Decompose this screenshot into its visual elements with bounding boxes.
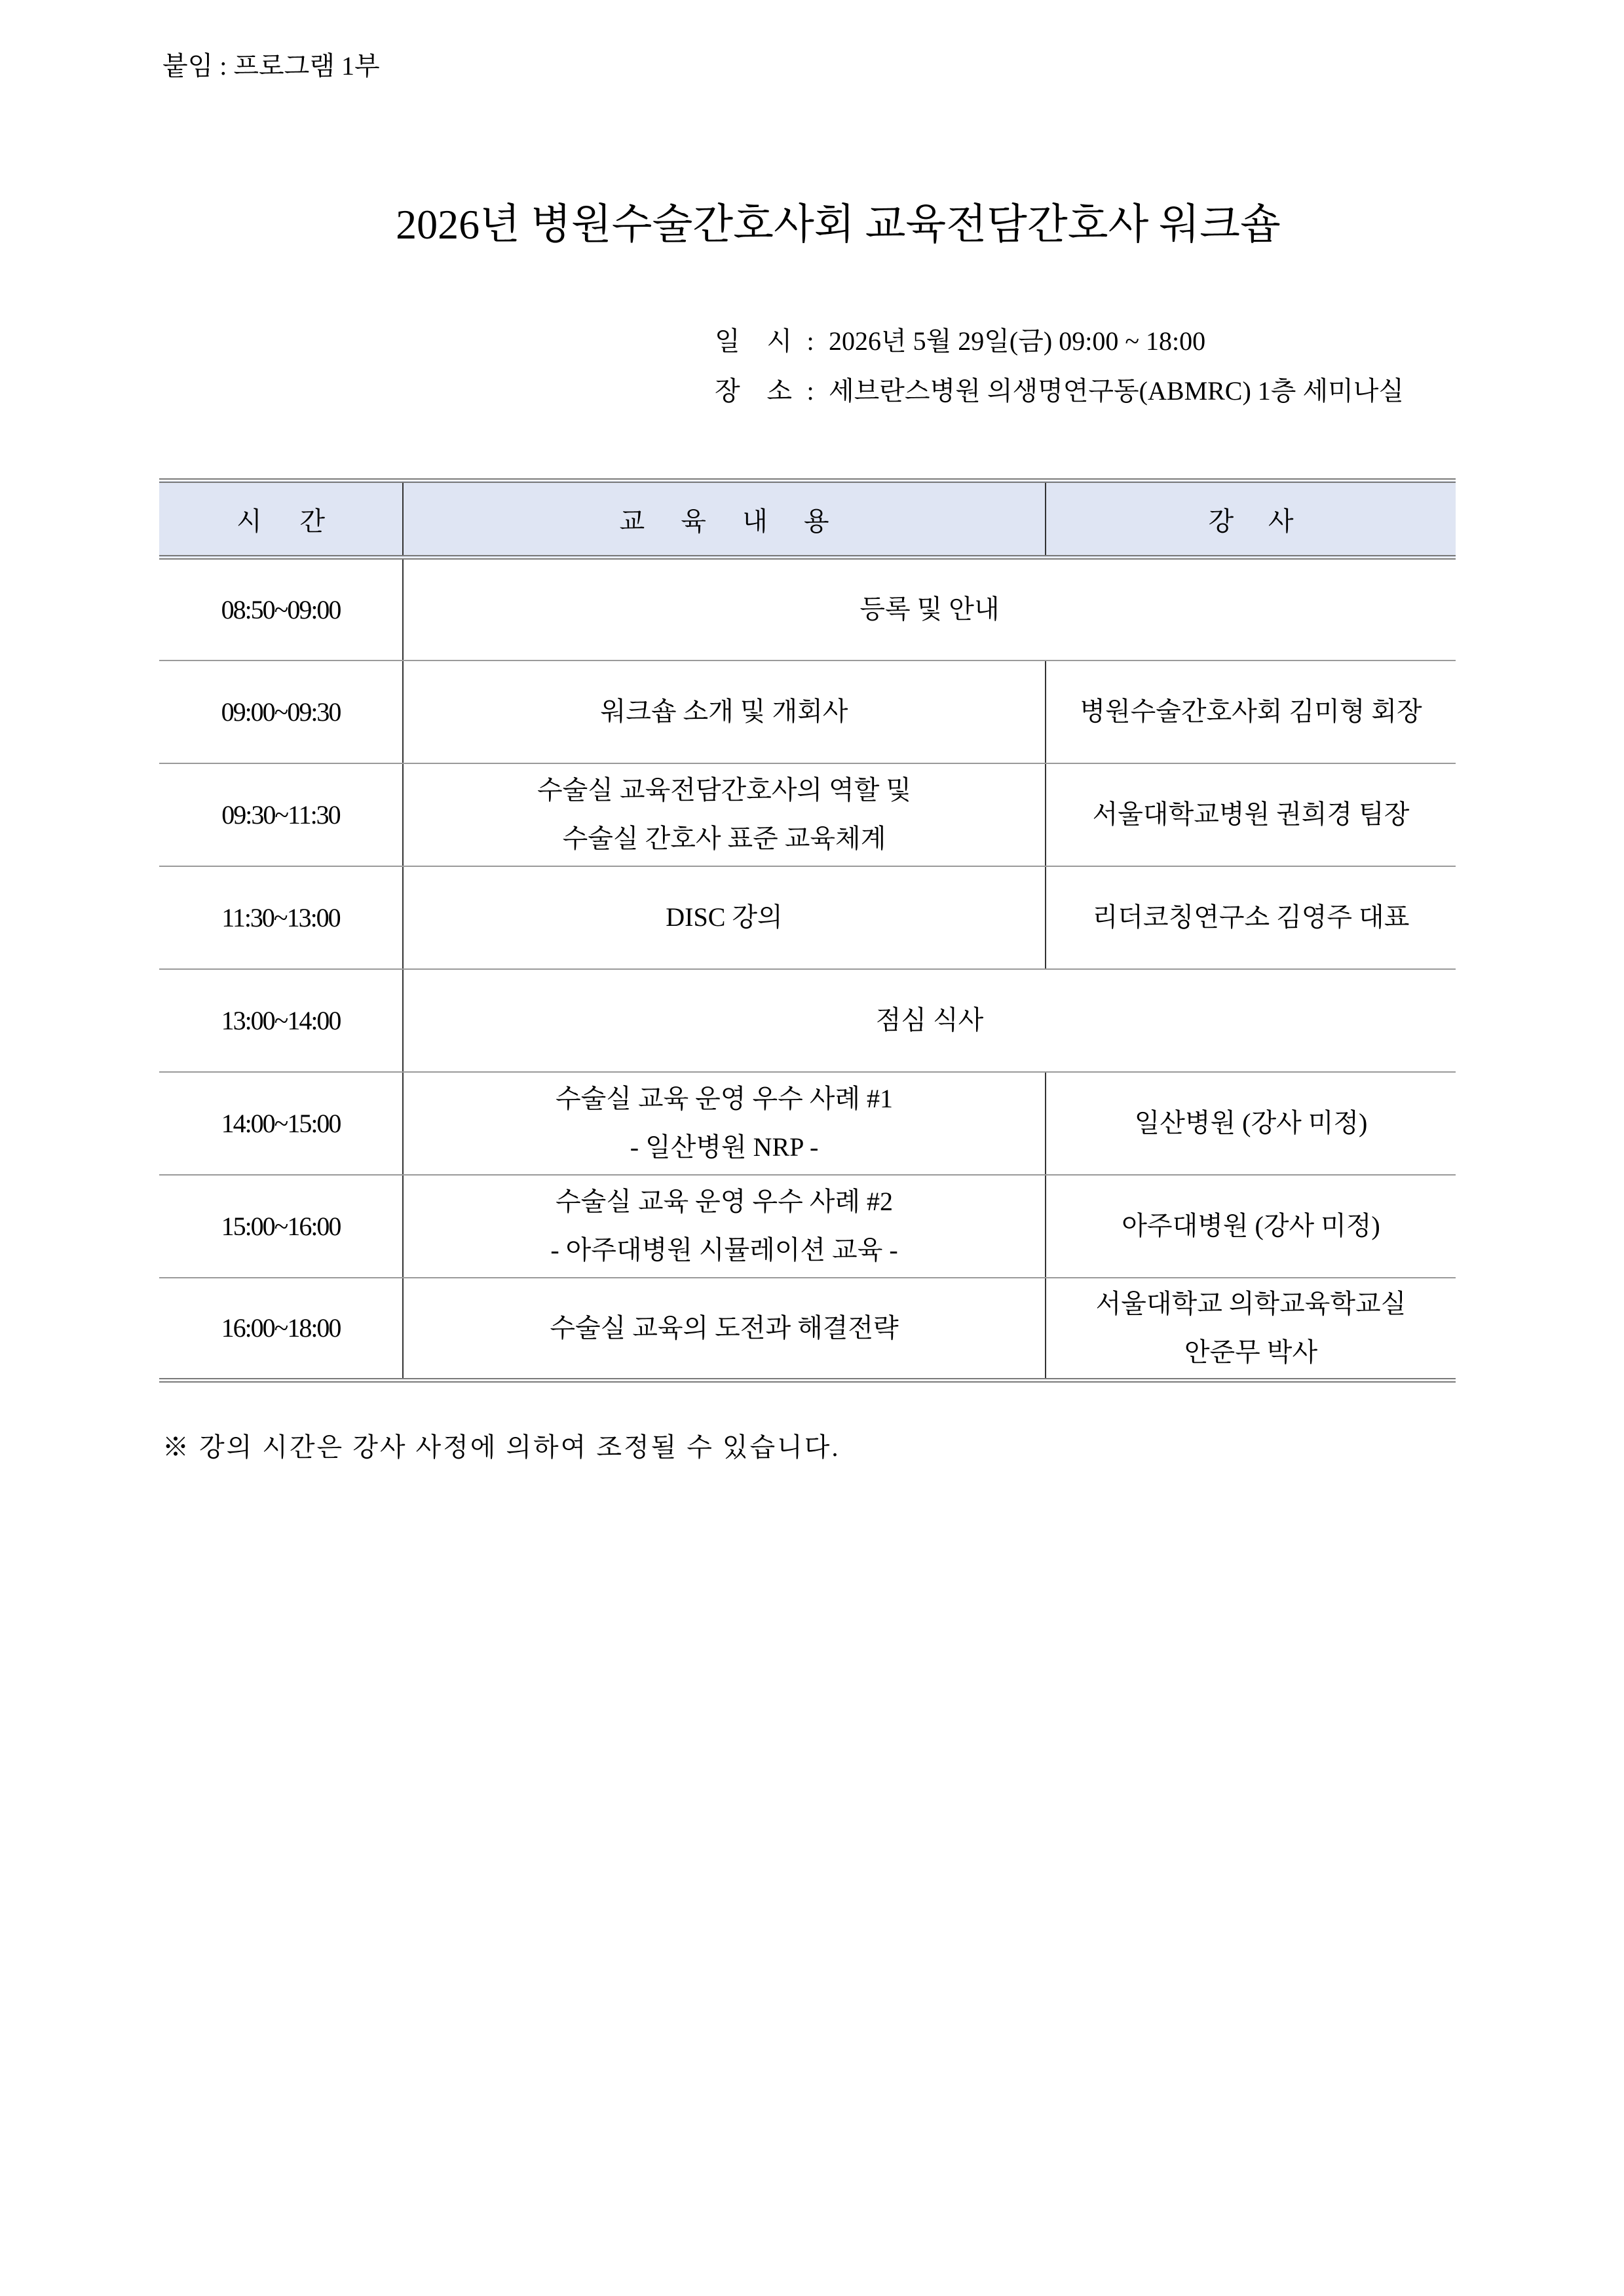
content-line: 등록 및 안내 [859, 594, 1000, 624]
schedule-note: ※ 강의 시간은 강사 사정에 의하여 조정될 수 있습니다. [162, 1432, 840, 1462]
program-schedule-table [159, 478, 1456, 1383]
header-time: 시 간 [159, 481, 403, 558]
content-line: 수술실 간호사 표준 교육체계 [562, 824, 886, 853]
row-time: 15:00~16:00 [159, 1175, 403, 1278]
lecturer-line: 서울대학교 의학교육학교실 [1095, 1288, 1407, 1318]
content-line: 수술실 교육전담간호사의 역할 및 [537, 775, 911, 805]
content-line: 수술실 교육 운영 우수 사례 #2 [555, 1187, 894, 1216]
row-time: 14:00~15:00 [159, 1072, 403, 1175]
lecturer-line: 병원수술간호사회 김미형 회장 [1080, 697, 1422, 726]
table-row [159, 969, 1456, 1072]
row-lecturer [1046, 1175, 1456, 1278]
header-lecturer: 강 사 [1046, 481, 1456, 558]
header-content: 교 육 내 용 [403, 481, 1046, 558]
place-value: 세브란스병원 의생명연구동(ABMRC) 1층 세미나실 [829, 376, 1405, 406]
row-time: 09:00~09:30 [159, 660, 403, 763]
row-time: 08:50~09:00 [159, 558, 403, 660]
row-lecturer [1046, 660, 1456, 763]
row-content [403, 1072, 1046, 1175]
table-row [159, 1278, 1456, 1381]
lecturer-line: 안준무 박사 [1184, 1337, 1318, 1367]
row-content [403, 969, 1456, 1072]
content-line: 워크숍 소개 및 개회사 [600, 697, 848, 726]
row-lecturer [1046, 763, 1456, 866]
table-row [159, 558, 1456, 660]
content-line: - 일산병원 NRP - [630, 1132, 819, 1162]
place-label: 장 소 [715, 376, 792, 406]
lecturer-line: 일산병원 (강사 미정) [1134, 1108, 1368, 1138]
attachment-label: 붙임 : 프로그램 1부 [162, 51, 380, 81]
date-value: 2026년 5월 29일(금) 09:00 ~ 18:00 [829, 326, 1206, 356]
content-line: 수술실 교육 운영 우수 사례 #1 [555, 1084, 894, 1113]
row-lecturer [1046, 866, 1456, 969]
content-line: - 아주대병원 시뮬레이션 교육 - [550, 1235, 898, 1265]
date-separator: : [806, 326, 814, 356]
event-date-line [715, 325, 1205, 358]
row-time: 16:00~18:00 [159, 1278, 403, 1381]
row-content [403, 1278, 1046, 1381]
content-line: DISC 강의 [666, 902, 783, 932]
row-time: 13:00~14:00 [159, 969, 403, 1072]
date-label: 일 시 [715, 326, 792, 356]
row-content [403, 866, 1046, 969]
content-line: 점심 식사 [875, 1005, 984, 1035]
table-row [159, 1175, 1456, 1278]
row-content [403, 1175, 1046, 1278]
place-separator: : [806, 376, 814, 406]
content-line: 수술실 교육의 도전과 해결전략 [550, 1312, 899, 1343]
table-row [159, 1072, 1456, 1175]
row-content [403, 558, 1456, 660]
table-row [159, 660, 1456, 763]
row-time: 09:30~11:30 [159, 763, 403, 866]
lecturer-line: 서울대학교병원 권희경 팀장 [1092, 799, 1410, 829]
row-content [403, 763, 1046, 866]
row-content [403, 660, 1046, 763]
event-place-line [715, 375, 1404, 408]
row-lecturer [1046, 1072, 1456, 1175]
page-title: 2026년 병원수술간호사회 교육전담간호사 워크숍 [396, 201, 1281, 248]
lecturer-line: 아주대병원 (강사 미정) [1122, 1211, 1380, 1240]
table-header-row [159, 481, 1456, 558]
lecturer-line: 리더코칭연구소 김영주 대표 [1092, 902, 1410, 932]
row-time: 11:30~13:00 [159, 866, 403, 969]
table-row [159, 763, 1456, 866]
table-row [159, 866, 1456, 969]
row-lecturer [1046, 1278, 1456, 1381]
